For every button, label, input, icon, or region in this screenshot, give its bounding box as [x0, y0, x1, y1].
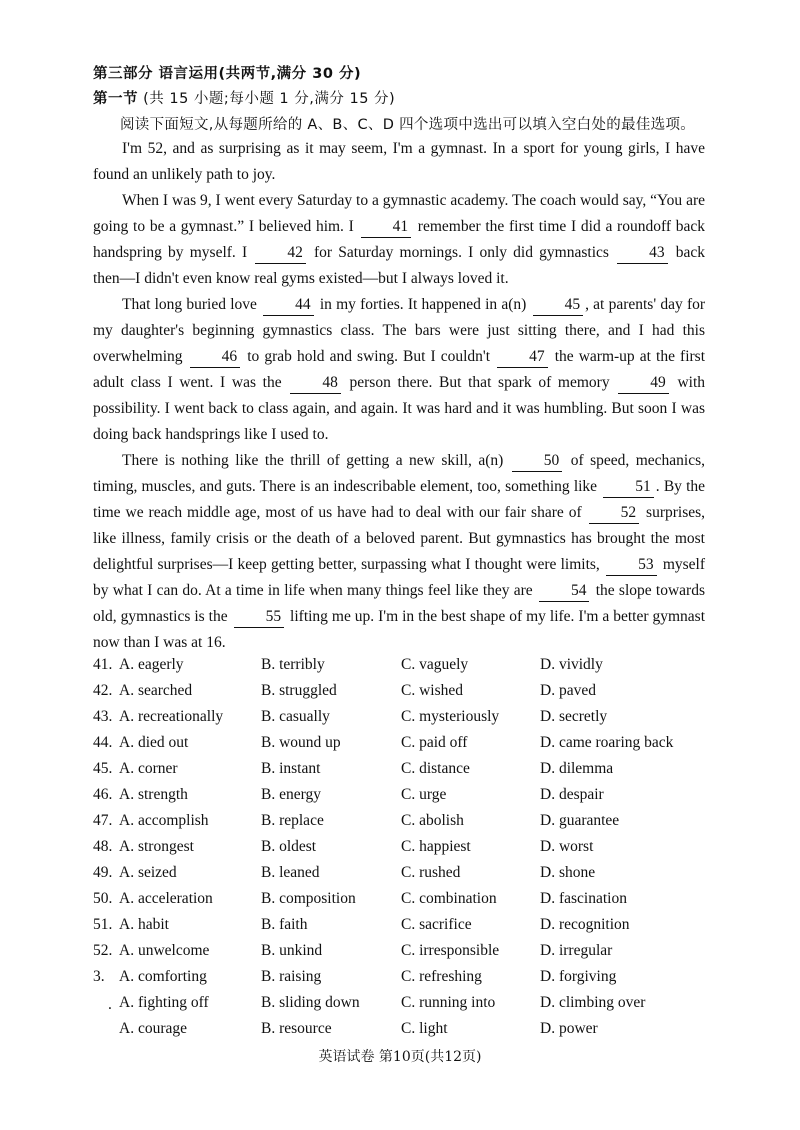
- blank-50: 50: [512, 451, 563, 472]
- section-label: 第一节: [93, 91, 138, 107]
- blank-48: 48: [290, 373, 341, 394]
- option-row-46: 46. A. strength B. energy C. urge D. despair: [93, 786, 604, 803]
- blank-41: 41: [361, 217, 412, 238]
- option-row-47: 47. A. accomplish B. replace C. abolish D. guarantee: [93, 812, 620, 829]
- blank-45: 45: [533, 295, 584, 316]
- instructions: 阅读下面短文,从每题所给的 A、B、C、D 四个选项中选出可以填入空白处的最佳选项。: [120, 117, 696, 133]
- blank-54: 54: [539, 581, 590, 602]
- option-row-52: 52. A. unwelcome B. unkind C. irresponsible D. irregular: [93, 942, 613, 959]
- option-row-49: 49. A. seized B. leaned C. rushed D. shone: [93, 864, 596, 881]
- option-row-53: 3. A. comforting B. raising C. refreshing D. forgiving: [93, 968, 617, 985]
- blank-42: 42: [255, 243, 306, 264]
- paragraph-2: When I was 9, I went every Saturday to a gymnastic academy. The coach would say, “You are going to be a gymnast.” I believed him. I 41 remember the first time I did a roundoff back handspring by myself. I 42 for Saturday mornings. I only did gymnastics 43 back then—I didn't even know real gyms existed—but I always loved it.: [93, 192, 706, 287]
- option-row-51: 51. A. habit B. faith C. sacrifice D. recognition: [93, 916, 630, 933]
- blank-44: 44: [263, 295, 314, 316]
- options-list: [93, 652, 733, 1042]
- option-row-43: 43. A. recreationally B. casually C. mysteriously D. secretly: [93, 708, 608, 725]
- part-title: 第三部分 语言运用(共两节,满分 30 分): [93, 66, 362, 82]
- option-row-54: ﾠ. A. fighting off B. sliding down C. running into D. climbing over: [93, 994, 646, 1013]
- option-row-44: 44. A. died out B. wound up C. paid off D. came roaring back: [93, 734, 674, 751]
- section-note: (共 15 小题;每小题 1 分,满分 15 分): [138, 91, 396, 107]
- blank-46: 46: [190, 347, 241, 368]
- blank-55: 55: [234, 607, 285, 628]
- option-row-50: 50. A. acceleration B. composition C. combination D. fascination: [93, 890, 627, 907]
- section-title: [93, 87, 395, 108]
- blank-52: 52: [589, 503, 640, 524]
- page-footer: 英语试卷 第10页(共12页): [318, 1049, 482, 1065]
- option-row-48: 48. A. strongest B. oldest C. happiest D. worst: [93, 838, 594, 855]
- blank-51: 51: [603, 477, 654, 498]
- option-row-55: A. courage B. resource C. light D. power: [119, 1020, 598, 1037]
- passage: [93, 136, 705, 656]
- option-row-45: 45. A. corner B. instant C. distance D. dilemma: [93, 760, 614, 777]
- option-row-41: 41. A. eagerly B. terribly C. vaguely D. vividly: [93, 656, 603, 673]
- blank-47: 47: [497, 347, 548, 368]
- paragraph-1: I'm 52, and as surprising as it may seem, I'm a gymnast. In a sport for young girls, I have found an unlikely path to joy.: [93, 140, 705, 183]
- blank-43: 43: [617, 243, 668, 264]
- blank-53: 53: [606, 555, 657, 576]
- paragraph-4: There is nothing like the thrill of getting a new skill, a(n) 50 of speed, mechanics, timing, muscles, and guts. There is an indescribable element, too, something like 51 . By the time we reach middle age, most of us have had to deal with our fair share of 52 surprises, like illness, family crisis or the death of a beloved parent. But gymnastics has brought the most delightful surprises—I keep getting better, surpassing what I thought were limits, 53 myself by what I can do. At a time in life when many things feel like they are 54 the slope towards old, gymnastics is the 55 lifting me up. I'm in the best shape of my life. I'm a better gymnast now than I was at 16.: [93, 452, 706, 651]
- blank-49: 49: [618, 373, 669, 394]
- paragraph-3: That long buried love 44 in my forties. It happened in a(n) 45 , at parents' day for my daughter's beginning gymnastics class. The bars were just sitting there, and I had this overwhelming 46 to grab hold and swing. But I couldn't 47 the warm-up at the first adult class I went. I was the 48 person there. But that spark of memory 49 with possibility. I went back to class again, and again. It was hard and it was humbling. But soon I was doing back handsprings like I used to.: [93, 296, 706, 443]
- option-row-42: 42. A. searched B. struggled C. wished D. paved: [93, 682, 596, 699]
